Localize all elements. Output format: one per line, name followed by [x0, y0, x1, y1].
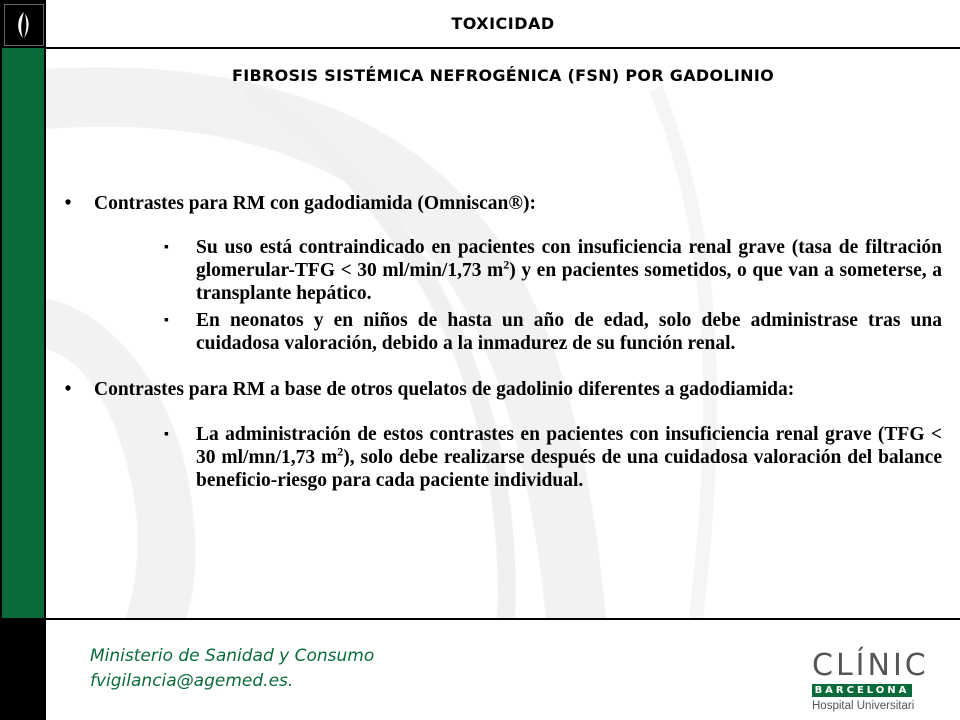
left-sidebar-green	[2, 48, 44, 618]
footer-ministry: Ministerio de Sanidad y Consumo	[90, 646, 375, 666]
sub-bullet-text: Su uso está contraindicado en pacientes con insuficiencia renal grave (tasa de filtración glomerular-TFG < 30 ml/min/1,73 $m^2$) y en pacientes sometidos, o que van a someterse, a transplante hepático.	[196, 237, 942, 304]
sub-bullet-marker: ▪	[164, 427, 169, 442]
slide-content	[58, 192, 942, 492]
footer-text	[90, 644, 374, 694]
sub-bullet-text: La administración de estos contrastes en pacientes con insuficiencia renal grave (TFG < 30 ml/mn/1,73 $m^2$), solo debe realizarse después de una cuidadosa valoración del balance beneficio-riesgo para cada paciente individual.	[196, 424, 942, 491]
sub-bullet-item	[58, 423, 942, 492]
sub-bullet-marker: ▪	[164, 240, 169, 255]
header-title: TOXICIDAD	[451, 14, 555, 33]
clinic-logo	[812, 648, 929, 713]
bullet-text: Contrastes para RM a base de otros quelatos de gadolinio diferentes a gadodiamida:	[94, 379, 795, 400]
bullet-marker: •	[64, 379, 72, 400]
bullet-item	[58, 192, 942, 215]
bullet-text: Contrastes para RM con gadodiamida (Omniscan®):	[94, 193, 536, 214]
bullet-marker: •	[64, 193, 72, 214]
sub-bullet-marker: ▪	[164, 313, 169, 328]
clinic-logo-name: CLÍNIC	[812, 648, 929, 683]
clinic-logo-band: BARCELONA	[812, 684, 912, 697]
bullet-item	[58, 378, 942, 401]
footer-email: fvigilancia@agemed.es.	[90, 671, 294, 691]
sub-bullet-item	[58, 309, 942, 355]
footer-rule	[46, 618, 960, 620]
sub-bullet-text: En neonatos y en niños de hasta un año de edad, solo debe administrase tras una cuidadosa valoración, debido a la inmadurez de su función renal.	[196, 310, 942, 354]
clinic-logo-subtitle: Hospital Universitari	[812, 700, 915, 712]
slide-title: FIBROSIS SISTÉMICA NEFROGÉNICA (FSN) POR GADOLINIO	[231, 66, 774, 85]
header-rule	[46, 47, 960, 49]
agemed-logo-icon	[4, 4, 44, 46]
sub-bullet-item	[58, 236, 942, 305]
